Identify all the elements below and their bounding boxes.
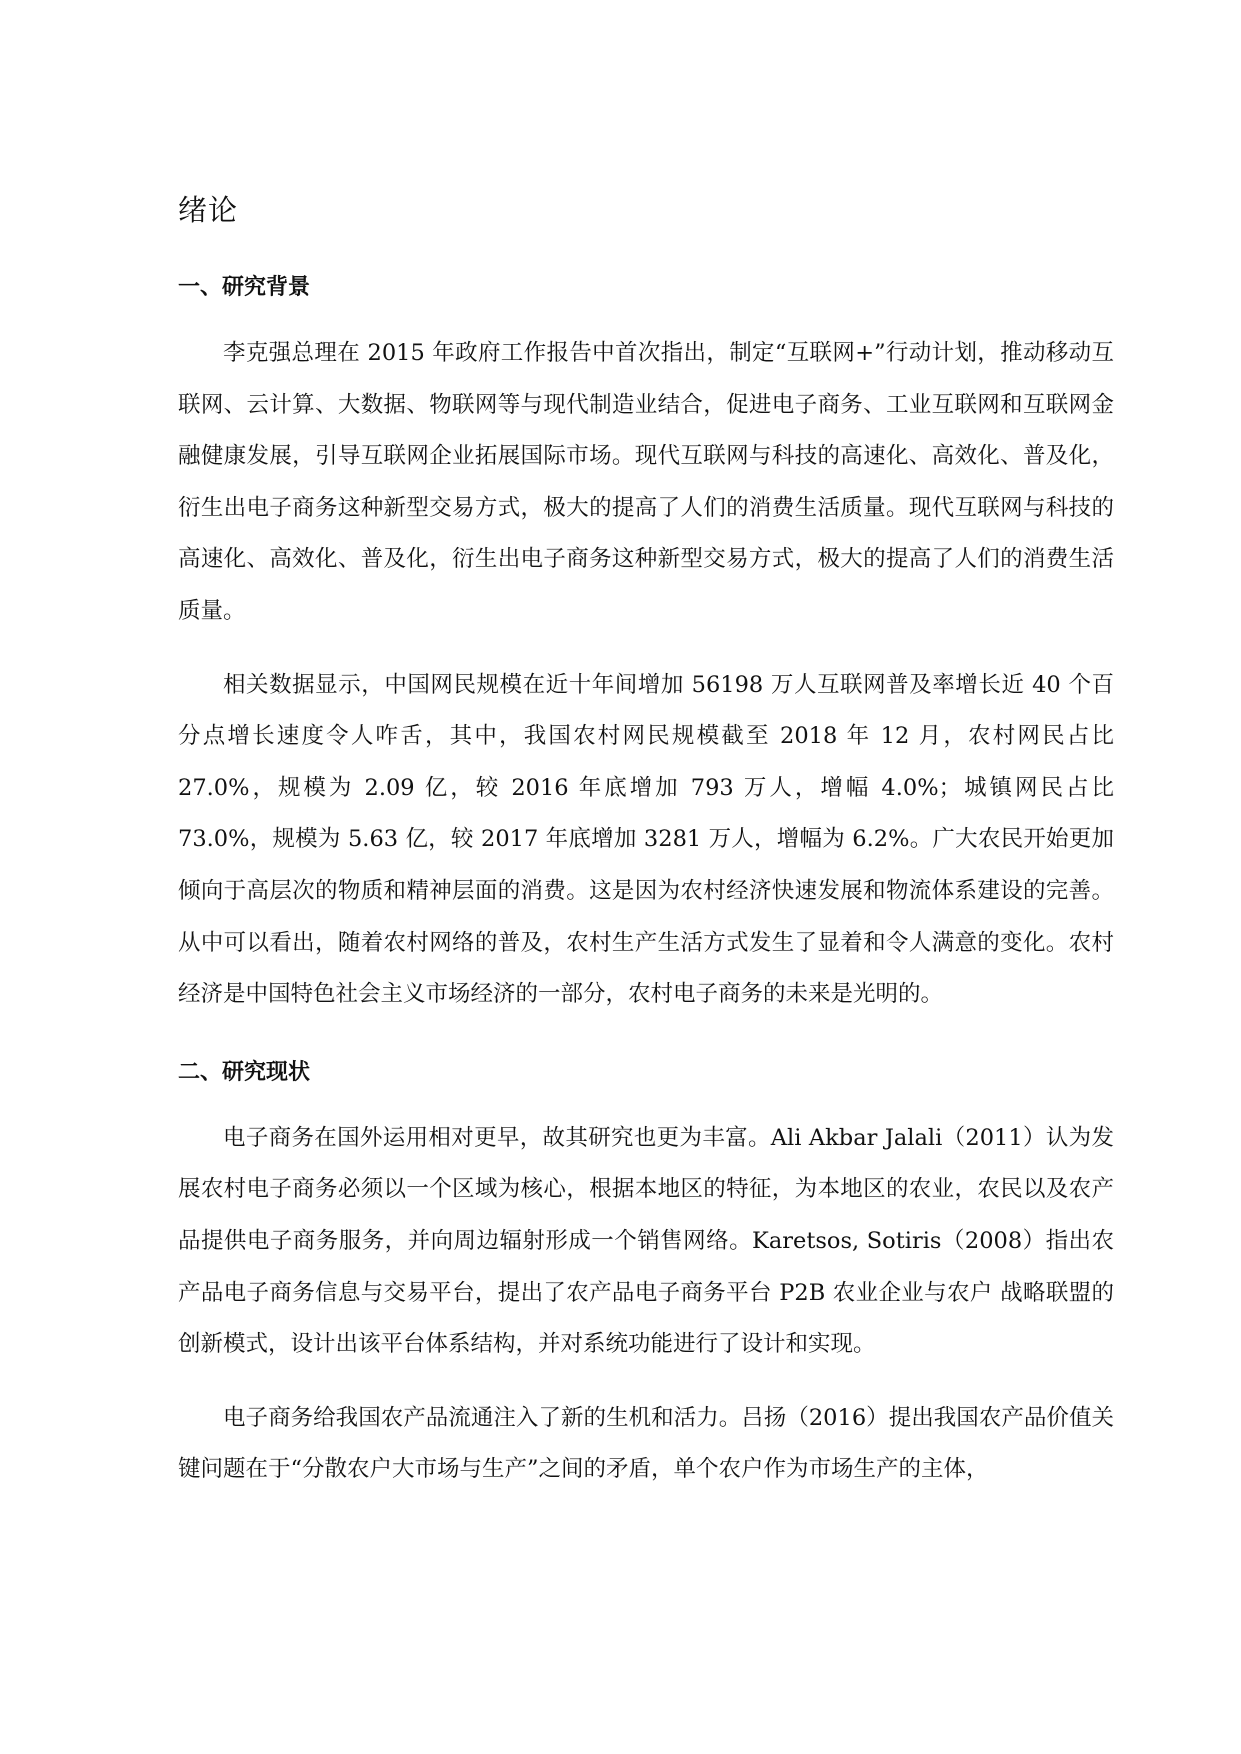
section-spacer [178, 1043, 1114, 1057]
paragraph: 相关数据显示，中国网民规模在近十年间增加 56198 万人互联网普及率增长近 40 个百分点增长速度令人咋舌，其中，我国农村网民规模截至 2018 年 12 月，农村网民占比 27.0%，规模为 2.09 亿，较 2016 年底增加 793 万人，增幅 4.0%；城镇网民占比 73.0%，规模为 5.63 亿，较 2017 年底增加 3281 万人，增幅为 6.2%。广大农民开始更加倾向于高层次的物质和精神层面的消费。这是因为农村经济快速发展和物流体系建设的完善。从中可以看出，随着农村网络的普及，农村生产生活方式发生了显着和令人满意的变化。农村经济是中国特色社会主义市场经济的一部分，农村电子商务的未来是光明的。 [178, 671, 1114, 1008]
chapter-title: 绪论 [178, 193, 239, 227]
paragraph: 电子商务在国外运用相对更早，故其研究也更为丰富。Ali Akbar Jalali（2011）认为发展农村电子商务必须以一个区域为核心，根据本地区的特征，为本地区的农业，农民以及农产品提供电子商务服务，并向周边辐射形成一个销售网络。Karetsos, Sotiris（2008）指出农产品电子商务信息与交易平台，提出了农产品电子商务平台 P2B 农业企业与农户 战略联盟的创新模式，设计出该平台体系结构，并对系统功能进行了设计和实现。 [178, 1124, 1114, 1358]
paragraph: 电子商务给我国农产品流通注入了新的生机和活力。吕扬（2016）提出我国农产品价值关键问题在于“分散农户大市场与生产”之间的矛盾，单个农户作为市场生产的主体， [178, 1404, 1114, 1483]
paragraph: 李克强总理在 2015 年政府工作报告中首次指出，制定“互联网+”行动计划，推动移动互联网、云计算、大数据、物联网等与现代制造业结合，促进电子商务、工业互联网和互联网金融健康发展，引导互联网企业拓展国际市场。现代互联网与科技的高速化、高效化、普及化，衍生出电子商务这种新型交易方式，极大的提高了人们的消费生活质量。现代互联网与科技的高速化、高效化、普及化，衍生出电子商务这种新型交易方式，极大的提高了人们的消费生活质量。 [178, 340, 1114, 624]
section-heading-status: 二、研究现状 [178, 1059, 311, 1085]
section-heading-background: 一、研究背景 [178, 275, 311, 300]
document-page [178, 190, 1114, 1518]
